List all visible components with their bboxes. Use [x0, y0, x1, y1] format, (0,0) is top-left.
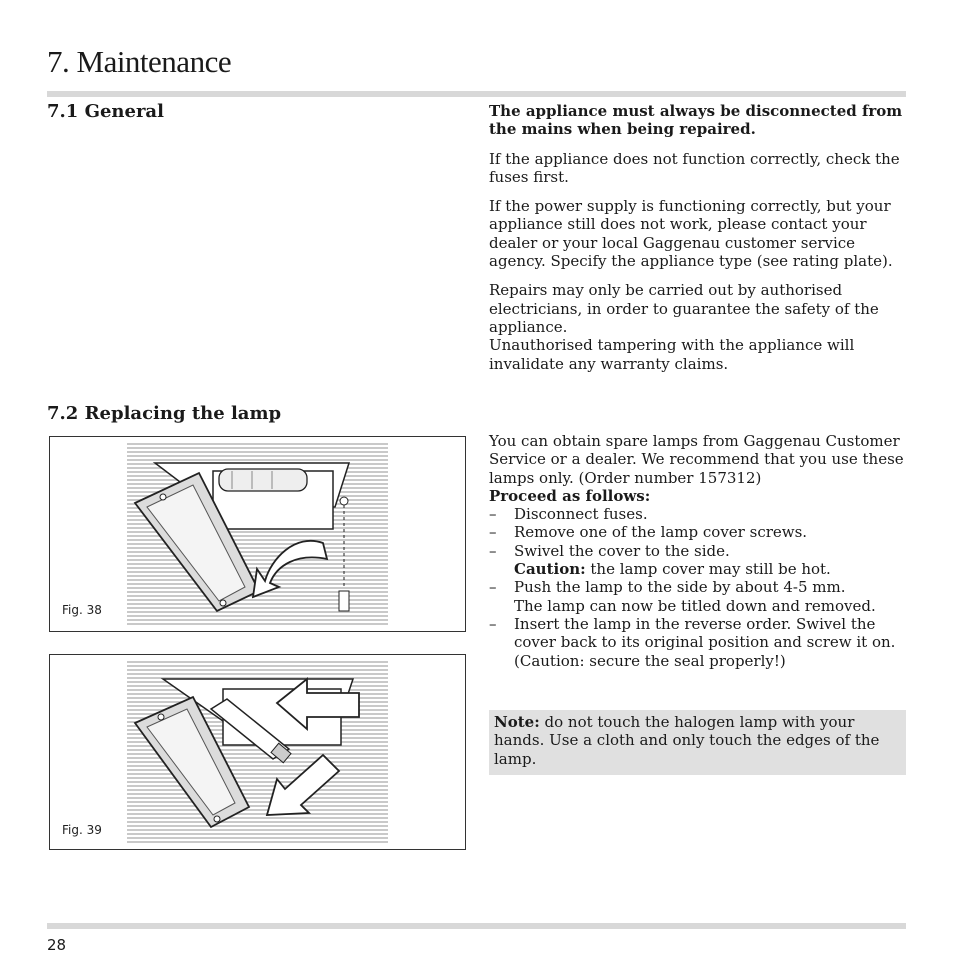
note-body: do not touch the halogen lamp with your hands. Use a cloth and only touch the edges of the lamp.: [494, 713, 880, 768]
list-dash: –: [489, 523, 497, 542]
note-text: [494, 713, 901, 768]
step-subtext: The lamp can now be titled down and removed.: [514, 596, 876, 615]
list-dash: –: [489, 505, 497, 524]
list-dash: –: [489, 614, 497, 633]
figure-38-caption: Fig. 38: [62, 603, 102, 617]
general-paragraph-warranty: Unauthorised tampering with the appliance will invalidate any warranty claims.: [489, 336, 855, 373]
general-paragraph-repairs: Repairs may only be carried out by authorised electricians, in order to guarantee the safety of the appliance.: [489, 281, 879, 336]
step-text: Remove one of the lamp cover screws.: [514, 523, 808, 542]
general-text-column: [489, 102, 907, 373]
proceed-heading: Proceed as follows:: [489, 486, 651, 505]
list-item: [489, 615, 907, 670]
general-paragraph-contact: If the power supply is functioning correctly, but your appliance still does not work, please contact your dealer or your local Gaggenau customer service agency. Specify the appliance type (see rating plate).: [489, 197, 893, 271]
header-rule: [47, 91, 906, 97]
step-text: Insert the lamp in the reverse order. Swivel the cover back to its original position and screw it on. (Caution: secure the seal properly!): [514, 614, 896, 670]
lamp-cover-swivel-illustration: [127, 441, 388, 627]
section-heading-general: 7.1 General: [47, 101, 164, 122]
figure-38: [49, 436, 466, 632]
note-box: [489, 710, 906, 775]
caution-label: Caution:: [514, 560, 586, 579]
list-dash: –: [489, 578, 497, 597]
step-text: Push the lamp to the side by about 4-5 mm.: [514, 578, 846, 597]
list-item: [489, 523, 907, 541]
section-heading-replacing-lamp: 7.2 Replacing the lamp: [47, 403, 282, 424]
note-label: Note:: [494, 713, 540, 731]
figure-38-illustration: [127, 441, 388, 627]
figure-39-caption: Fig. 39: [62, 823, 102, 837]
lamp-intro: You can obtain spare lamps from Gaggenau Customer Service or a dealer. We recommend that you use these lamps only. (Order number 157312): [489, 432, 904, 487]
figure-39-illustration: [127, 659, 388, 845]
chapter-title: 7. Maintenance: [47, 44, 232, 79]
step-text: Disconnect fuses.: [514, 505, 648, 524]
lamp-text-column: [489, 432, 907, 670]
step-text: Swivel the cover to the side.: [514, 541, 730, 560]
steps-list: [489, 505, 907, 670]
lamp-removal-illustration: [127, 659, 388, 845]
footer-rule: [47, 923, 906, 929]
list-item: [489, 505, 907, 523]
page-number: 28: [47, 936, 67, 954]
figure-39: [49, 654, 466, 850]
list-item: [489, 542, 907, 579]
list-item: [489, 578, 907, 615]
general-paragraph-fuses: If the appliance does not function correctly, check the fuses first.: [489, 149, 900, 186]
caution-text: the lamp cover may still be hot.: [585, 560, 831, 579]
list-dash: –: [489, 541, 497, 560]
disconnect-warning: The appliance must always be disconnected from the mains when being repaired.: [489, 102, 903, 139]
